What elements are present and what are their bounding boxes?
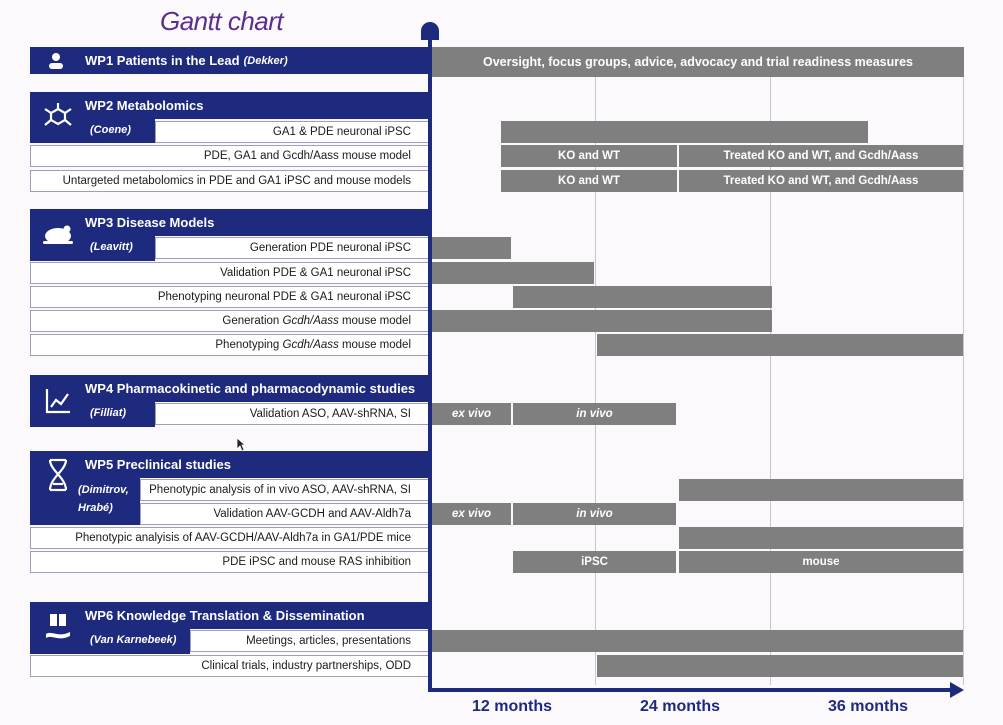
wp3-task-4	[30, 310, 430, 332]
wp1-lead: (Dekker)	[243, 54, 288, 67]
wp4-lead: (Filliat)	[90, 407, 127, 419]
wp2-header	[30, 92, 430, 119]
wp5-bar-1	[679, 479, 963, 501]
wp2-bar-ko-wt-1: KO and WT	[501, 145, 677, 167]
person-icon	[44, 50, 68, 72]
chart-title: Gantt chart	[160, 6, 284, 36]
wp4-bar-in-vivo: in vivo	[513, 403, 676, 425]
wp5-task-4: PDE iPSC and mouse RAS inhibition	[30, 551, 430, 573]
wp5-bar-ex-vivo: ex vivo	[432, 503, 511, 525]
wp3-task-4-prefix: Generation	[222, 315, 283, 327]
wp5-bar-ipsc: iPSC	[513, 551, 676, 573]
wp3-task-2: Validation PDE & GA1 neuronal iPSC	[30, 262, 430, 284]
wp3-task-5-prefix: Phenotyping	[215, 339, 283, 351]
wp6-bar-1	[432, 630, 963, 652]
wp5-task-2: Validation AAV-GCDH and AAV-Aldh7a	[140, 503, 430, 525]
wp3-task-5-suffix: mouse model	[338, 339, 411, 351]
wp3-bar-3	[513, 286, 772, 308]
wp3-task-4-gene: Gcdh/Aass	[282, 315, 339, 327]
month-label-24: 24 months	[640, 698, 721, 715]
wp5-title: WP5 Preclinical studies	[85, 457, 231, 472]
wp3-header	[30, 209, 430, 236]
wp5-task-1: Phenotypic analysis of in vivo ASO, AAV-shRNA, SI	[140, 479, 430, 501]
wp5-lead-line1: (Dimitrov,	[78, 484, 129, 496]
wp6-bar-2	[597, 655, 963, 677]
wp5-bar-in-vivo: in vivo	[513, 503, 676, 525]
wp3-task-5-gene: Gcdh/Aass	[282, 339, 339, 351]
wp5-task-3: Phenotypic analyisis of AAV-GCDH/AAV-Aldh7a in GA1/PDE mice	[30, 527, 430, 549]
month-label-36: 36 months	[828, 698, 909, 715]
wp2-lead: (Coene)	[90, 124, 131, 136]
wp6-lead: (Van Karnebeek)	[90, 634, 177, 646]
wp3-bar-5	[597, 334, 963, 356]
molecule-icon	[42, 98, 74, 134]
wp2-bar-ko-wt-2: KO and WT	[501, 170, 677, 192]
wp3-task-3: Phenotyping neuronal PDE & GA1 neuronal iPSC	[30, 286, 430, 308]
wp5-lead-line2: Hrabé)	[78, 502, 113, 514]
wp2-title: WP2 Metabolomics	[85, 98, 204, 113]
dna-icon	[42, 455, 74, 495]
wp2-bar-ga1-pde	[501, 121, 868, 143]
time-axis-vertical	[428, 32, 432, 692]
wp6-task-2: Clinical trials, industry partnerships, ODD	[30, 655, 430, 677]
wp3-task-1: Generation PDE neuronal iPSC	[155, 237, 430, 259]
wp3-bar-2	[432, 262, 594, 284]
wp3-bar-4	[432, 310, 772, 332]
wp4-title: WP4 Pharmacokinetic and pharmacodynamic studies	[85, 381, 416, 396]
wp4-bar-ex-vivo: ex vivo	[432, 403, 511, 425]
axis-right-arrow-icon	[950, 682, 964, 698]
wp3-task-4-suffix: mouse model	[338, 315, 411, 327]
wp6-title: WP6 Knowledge Translation & Dissemination	[85, 608, 365, 623]
wp2-bar-treated-2: Treated KO and WT, and Gcdh/Aass	[679, 170, 963, 192]
wp3-lead: (Leavitt)	[90, 241, 133, 253]
wp2-task-3: Untargeted metabolomics in PDE and GA1 iPSC and mouse models	[30, 170, 430, 192]
wp3-bar-1	[432, 237, 511, 259]
wp4-header	[30, 375, 430, 402]
month-label-12: 12 months	[472, 698, 553, 715]
wp6-header	[30, 602, 430, 629]
wp3-task-5	[30, 334, 430, 356]
wp4-task-1: Validation ASO, AAV-shRNA, SI	[155, 403, 430, 425]
wp6-task-1: Meetings, articles, presentations	[190, 630, 430, 652]
wp1-title: WP1 Patients in the Lead	[85, 53, 240, 68]
time-axis-horizontal	[428, 688, 956, 692]
wp5-bar-3	[679, 527, 963, 549]
wp3-title: WP3 Disease Models	[85, 215, 215, 230]
line-chart-icon	[42, 383, 74, 419]
wp5-header	[30, 451, 430, 478]
book-hand-icon	[42, 608, 74, 648]
gridline-36	[963, 75, 964, 685]
axis-top-arrow-icon	[421, 22, 439, 40]
wp2-task-1: GA1 & PDE neuronal iPSC	[155, 121, 430, 143]
wp1-bar: Oversight, focus groups, advice, advocacy and trial readiness measures	[432, 47, 964, 77]
wp5-bar-mouse: mouse	[679, 551, 963, 573]
mouse-icon	[40, 216, 76, 252]
wp2-task-2: PDE, GA1 and Gcdh/Aass mouse model	[30, 145, 430, 167]
wp1-header	[30, 47, 430, 74]
wp2-bar-treated-1: Treated KO and WT, and Gcdh/Aass	[679, 145, 963, 167]
